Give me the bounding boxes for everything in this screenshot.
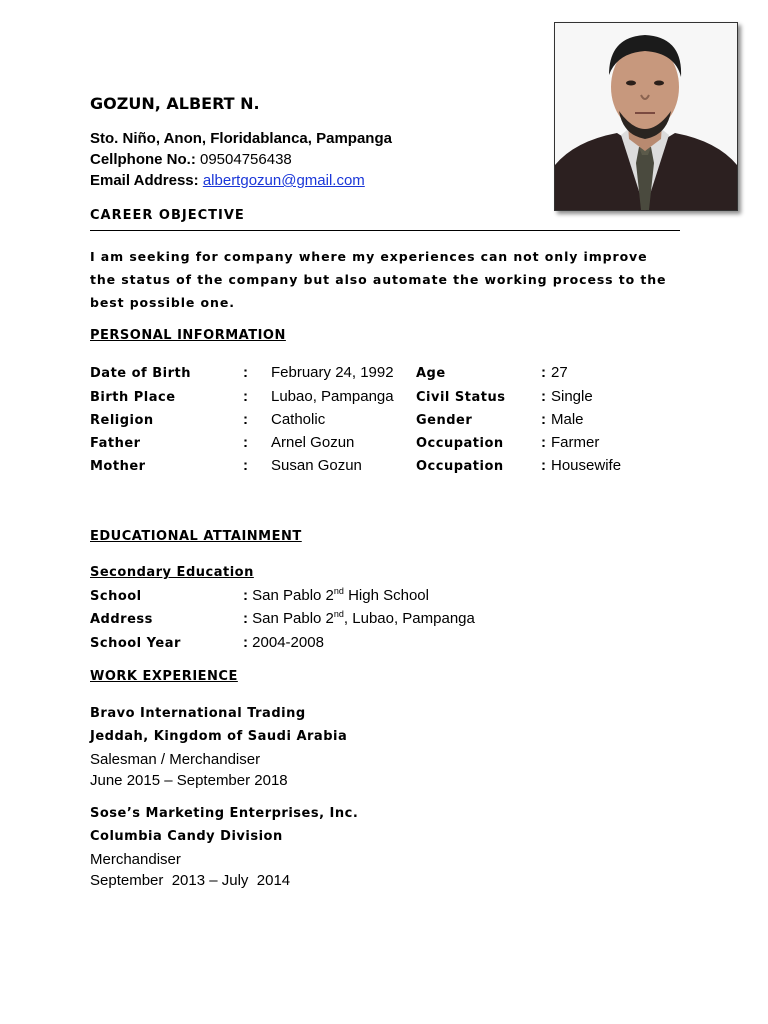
job-location: Columbia Candy Division [90,829,283,844]
personal-label: Birth Place [90,390,176,405]
educational-attainment-heading: EDUCATIONAL ATTAINMENT [90,529,302,544]
job-company: Bravo International Trading [90,706,306,721]
personal-label-2: Occupation [416,459,504,474]
applicant-photo [554,22,738,211]
personal-value: Catholic [271,411,326,428]
personal-value: February 24, 1992 [271,364,394,381]
personal-row [90,457,690,477]
education-row [90,610,690,630]
personal-value-2: Housewife [551,457,622,474]
secondary-education-heading: Secondary Education [90,565,254,580]
job-position: Merchandiser [90,851,181,868]
home-address: Sto. Niño, Anon, Floridablanca, Pampanga [90,130,392,147]
personal-value-2: 27 [551,364,568,381]
personal-label-2: Occupation [416,436,504,451]
education-row [90,634,690,654]
school-address-label: Address [90,612,153,627]
school-label: School [90,589,142,604]
personal-label: Religion [90,413,154,428]
colon: : [243,434,248,451]
personal-label: Mother [90,459,146,474]
email-label: Email Address: [90,172,199,189]
job-company: Sose’s Marketing Enterprises, Inc. [90,806,359,821]
personal-label-2: Gender [416,413,473,428]
personal-information-heading: PERSONAL INFORMATION [90,328,286,343]
colon: : [243,457,248,474]
career-objective-heading: CAREER OBJECTIVE [90,208,245,223]
personal-value-2: Male [551,411,584,428]
colon: : [541,411,546,428]
personal-label: Father [90,436,141,451]
section-divider [90,230,680,231]
portrait-image [555,23,737,210]
personal-value: Arnel Gozun [271,434,355,451]
email-line [90,172,365,189]
cellphone-number: 09504756438 [200,151,292,168]
job-period: June 2015 – September 2018 [90,772,288,789]
email-link[interactable]: albertgozun@gmail.com [202,172,365,189]
personal-row [90,434,690,454]
colon: : [541,457,546,474]
job-location: Jeddah, Kingdom of Saudi Arabia [90,729,348,744]
cellphone-label: Cellphone No.: [90,151,196,168]
school-address-value: : San Pablo 2nd, Lubao, Pampanga [243,609,475,627]
personal-label-2: Age [416,366,446,381]
cellphone-line [90,151,292,168]
colon: : [243,388,248,405]
personal-row [90,364,690,384]
applicant-name: GOZUN, ALBERT N. [90,94,260,113]
career-objective-text: I am seeking for company where my experiences can not only improve the status of the company but also automate the working process to the best possible one. [90,249,667,310]
colon: : [541,434,546,451]
job-period: September 2013 – July 2014 [90,872,291,889]
work-experience-heading: WORK EXPERIENCE [90,669,238,684]
school-year-label: School Year [90,636,181,651]
school-value: : San Pablo 2nd High School [243,586,429,604]
colon: : [243,364,248,381]
personal-row [90,411,690,431]
education-row [90,587,690,607]
personal-label: Date of Birth [90,366,191,381]
personal-value-2: Single [551,388,593,405]
colon: : [541,364,546,381]
school-year-value: : 2004-2008 [243,634,324,651]
job-position: Salesman / Merchandiser [90,751,261,768]
personal-row [90,388,690,408]
personal-value: Lubao, Pampanga [271,388,394,405]
personal-value: Susan Gozun [271,457,362,474]
personal-value-2: Farmer [551,434,600,451]
colon: : [541,388,546,405]
colon: : [243,411,248,428]
personal-label-2: Civil Status [416,390,506,405]
